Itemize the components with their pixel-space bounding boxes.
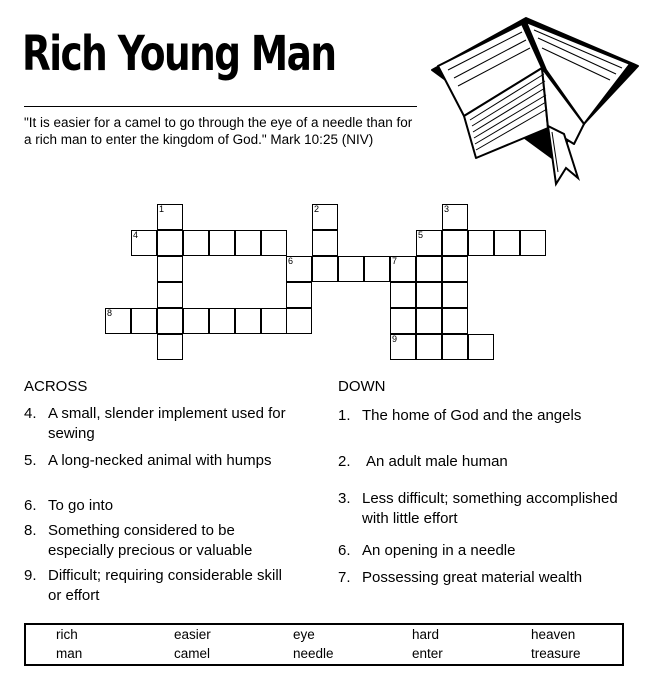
grid-cell[interactable] <box>157 230 183 256</box>
grid-cell[interactable] <box>312 204 338 230</box>
grid-cell[interactable] <box>131 230 157 256</box>
clue-number: 6. <box>338 542 351 559</box>
down-clue <box>338 406 628 428</box>
grid-cell[interactable] <box>286 282 312 308</box>
clue-text: Less difficult; something accomplished with little effort <box>362 490 618 527</box>
down-clue <box>338 568 638 590</box>
clue-number: 9 <box>392 334 398 344</box>
clue-number: 8 <box>107 308 113 318</box>
clue-number: 7 <box>392 256 398 266</box>
grid-cell[interactable] <box>390 282 416 308</box>
grid-cell[interactable] <box>157 282 183 308</box>
word-bank-item: heaven <box>531 627 576 642</box>
grid-cell[interactable] <box>416 256 442 282</box>
clue-text: A long-necked animal with humps <box>48 452 272 469</box>
grid-cell[interactable] <box>261 230 287 256</box>
grid-cell[interactable] <box>390 334 416 360</box>
clue-number: 1. <box>338 407 351 424</box>
grid-cell[interactable] <box>338 256 364 282</box>
grid-cell[interactable] <box>157 308 183 334</box>
word-bank-item: easier <box>174 627 211 642</box>
clue-number: 5. <box>24 452 37 469</box>
word-bank-item: hard <box>412 627 440 642</box>
grid-cell[interactable] <box>209 230 235 256</box>
clue-number: 9. <box>24 567 37 584</box>
grid-cell[interactable] <box>131 308 157 334</box>
word-bank-item: eye <box>293 627 315 642</box>
clue-number: 6. <box>24 497 37 514</box>
across-clue <box>24 496 314 518</box>
clue-text: An opening in a needle <box>362 542 516 559</box>
clue-text: An adult male human <box>366 453 508 470</box>
across-clue <box>24 404 314 446</box>
word-bank-item: rich <box>56 627 78 642</box>
grid-cell[interactable] <box>416 230 442 256</box>
clue-number: 4. <box>24 405 37 422</box>
grid-cell[interactable] <box>209 308 235 334</box>
word-bank <box>24 623 624 666</box>
word-bank-item: treasure <box>531 646 581 661</box>
grid-cell[interactable] <box>468 334 494 360</box>
clue-number: 2 <box>314 204 320 214</box>
down-heading: DOWN <box>338 378 386 395</box>
clue-text: Difficult; requiring considerable skill or effort <box>48 567 282 604</box>
down-clue <box>338 541 628 563</box>
clue-number: 1 <box>159 204 165 214</box>
clue-number: 5 <box>418 230 424 240</box>
grid-cell[interactable] <box>157 204 183 230</box>
grid-cell[interactable] <box>390 308 416 334</box>
scripture-quote: "It is easier for a camel to go through the eye of a needle than for a rich man to enter the kingdom of God." Mark 10:25 (NIV) <box>24 115 413 147</box>
grid-cell[interactable] <box>494 230 520 256</box>
grid-cell[interactable] <box>416 282 442 308</box>
grid-cell[interactable] <box>416 308 442 334</box>
grid-cell[interactable] <box>442 230 468 256</box>
grid-cell[interactable] <box>442 282 468 308</box>
clue-text: A small, slender implement used for sewing <box>48 405 286 442</box>
grid-cell[interactable] <box>261 308 287 334</box>
grid-cell[interactable] <box>286 256 312 282</box>
grid-cell[interactable] <box>235 230 261 256</box>
grid-cell[interactable] <box>286 308 312 334</box>
clue-number: 8. <box>24 522 37 539</box>
clue-number: 7. <box>338 569 351 586</box>
grid-cell[interactable] <box>520 230 546 256</box>
grid-cell[interactable] <box>183 308 209 334</box>
down-clue <box>338 452 628 474</box>
grid-cell[interactable] <box>157 256 183 282</box>
across-clue <box>24 521 314 563</box>
clue-text: Something considered to be especially precious or valuable <box>48 522 253 559</box>
grid-cell[interactable] <box>312 230 338 256</box>
word-bank-item: needle <box>293 646 334 661</box>
clue-number: 3. <box>338 490 351 507</box>
grid-cell[interactable] <box>468 230 494 256</box>
clue-number: 4 <box>133 230 139 240</box>
across-clue <box>24 566 314 608</box>
clue-text: To go into <box>48 497 114 514</box>
down-clue <box>338 489 628 531</box>
word-bank-item: enter <box>412 646 443 661</box>
grid-cell[interactable] <box>442 256 468 282</box>
grid-cell[interactable] <box>235 308 261 334</box>
across-heading: ACROSS <box>24 378 88 395</box>
word-bank-item: camel <box>174 646 211 661</box>
clue-text: Possessing great material wealth <box>362 569 583 586</box>
grid-cell[interactable] <box>364 256 390 282</box>
clue-number: 6 <box>288 256 294 266</box>
clue-number: 2. <box>338 453 351 470</box>
clue-text: The home of God and the angels <box>362 407 582 424</box>
grid-cell[interactable] <box>442 334 468 360</box>
grid-cell[interactable] <box>312 256 338 282</box>
clue-number: 3 <box>444 204 450 214</box>
across-clue <box>24 451 324 473</box>
grid-cell[interactable] <box>442 308 468 334</box>
grid-cell[interactable] <box>416 334 442 360</box>
grid-cell[interactable] <box>157 334 183 360</box>
grid-cell[interactable] <box>105 308 131 334</box>
grid-cell[interactable] <box>183 230 209 256</box>
puzzle-title: Rich Young Man <box>22 26 336 82</box>
grid-cell[interactable] <box>442 204 468 230</box>
word-bank-item: man <box>56 646 83 661</box>
grid-cell[interactable] <box>390 256 416 282</box>
